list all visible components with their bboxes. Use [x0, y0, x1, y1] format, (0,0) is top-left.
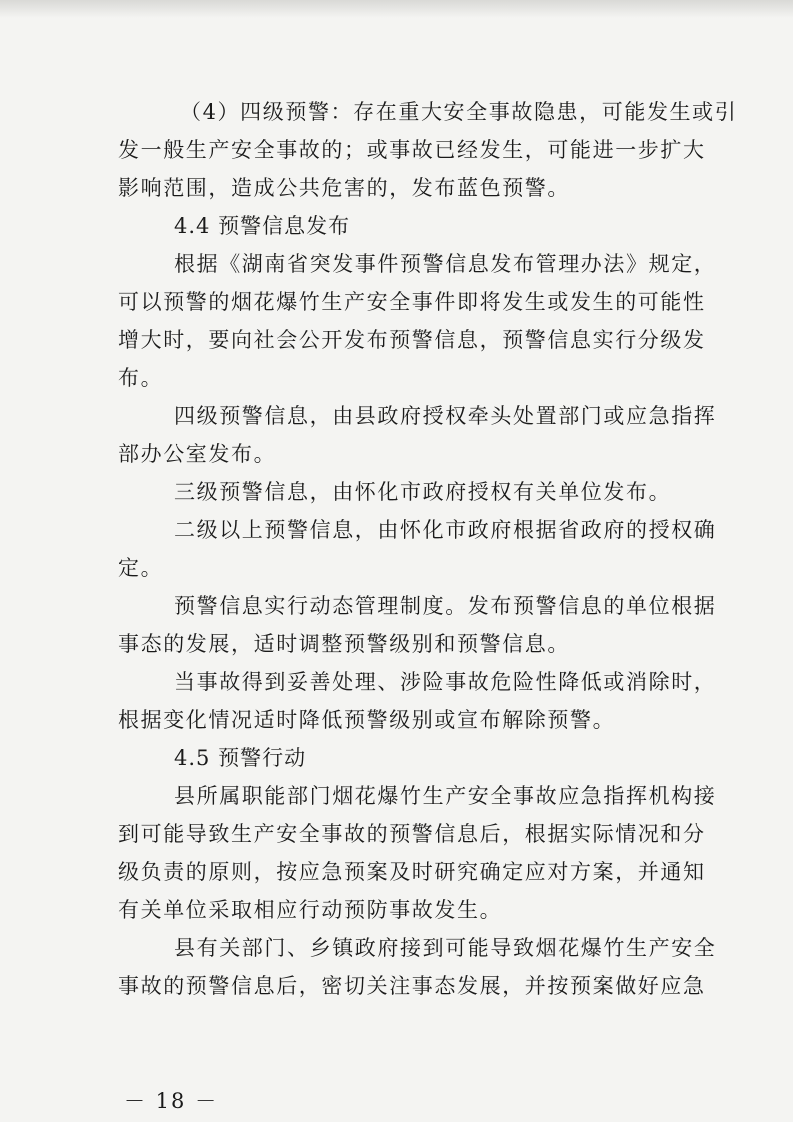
page-number: － 18 －: [124, 1089, 219, 1113]
scan-edge: [0, 0, 793, 18]
paragraph-line: 布。: [118, 366, 164, 390]
section-heading-4-5: 4.5 预警行动: [174, 746, 307, 770]
paragraph-line: 有关单位采取相应行动预防事故发生。: [118, 898, 503, 922]
paragraph-line: 定。: [118, 556, 164, 580]
paragraph-line: 到可能导致生产安全事故的预警信息后，根据实际情况和分: [118, 822, 706, 846]
paragraph-line: 当事故得到妥善处理、涉险事故危险性降低或消除时，: [174, 670, 717, 694]
paragraph-line: 事态的发展，适时调整预警级别和预警信息。: [118, 632, 570, 656]
paragraph-line: 县有关部门、乡镇政府接到可能导致烟花爆竹生产安全: [174, 936, 717, 960]
paragraph-line: 三级预警信息，由怀化市政府授权有关单位发布。: [174, 480, 672, 504]
paragraph-line: 发一般生产安全事故的；或事故已经发生，可能进一步扩大: [118, 138, 706, 162]
paragraph-line: 增大时，要向社会公开发布预警信息，预警信息实行分级发: [118, 328, 706, 352]
paragraph-line: 二级以上预警信息，由怀化市政府根据省政府的授权确: [174, 518, 717, 542]
paragraph-line: 可以预警的烟花爆竹生产安全事件即将发生或发生的可能性: [118, 290, 706, 314]
section-heading-4-4: 4.4 预警信息发布: [174, 214, 351, 238]
paragraph-line: 根据《湖南省突发事件预警信息发布管理办法》规定，: [174, 252, 717, 276]
paragraph-line: （4）四级预警：存在重大安全事故隐患，可能发生或引: [180, 100, 738, 124]
paragraph-line: 四级预警信息，由县政府授权牵头处置部门或应急指挥: [174, 404, 717, 428]
paragraph-line: 级负责的原则，按应急预案及时研究确定应对方案，并通知: [118, 860, 706, 884]
paragraph-line: 县所属职能部门烟花爆竹生产安全事故应急指挥机构接: [174, 784, 717, 808]
paragraph-line: 部办公室发布。: [118, 442, 277, 466]
paragraph-line: 预警信息实行动态管理制度。发布预警信息的单位根据: [174, 594, 717, 618]
paragraph-line: 根据变化情况适时降低预警级别或宣布解除预警。: [118, 708, 616, 732]
paragraph-line: 影响范围，造成公共危害的，发布蓝色预警。: [118, 176, 570, 200]
paragraph-line: 事故的预警信息后，密切关注事态发展，并按预案做好应急: [118, 974, 706, 998]
